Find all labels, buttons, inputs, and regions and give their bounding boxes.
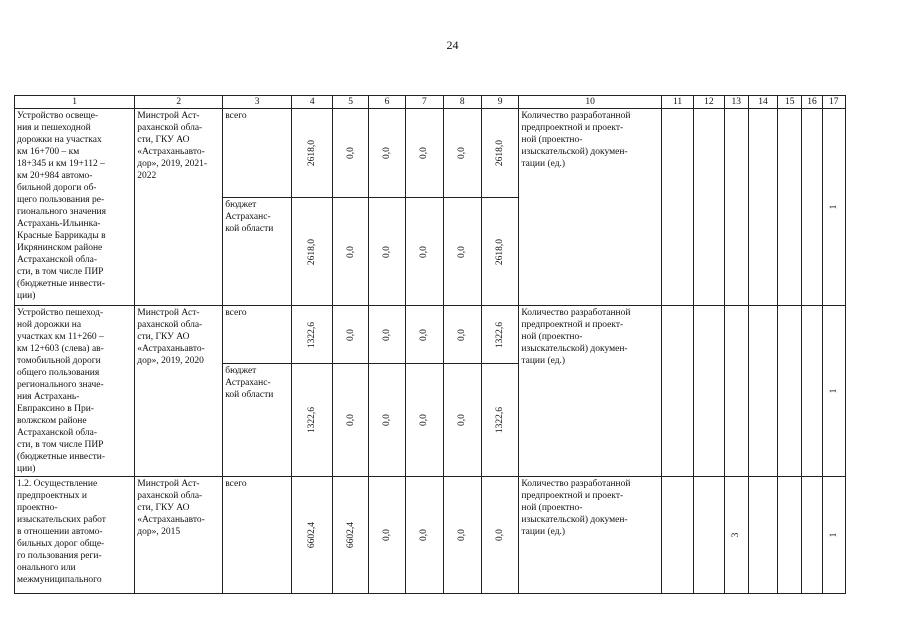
table-row (15, 109, 846, 198)
header-row (15, 96, 846, 109)
empty-cell (694, 477, 724, 594)
value-cell: 1 (822, 306, 845, 477)
value-cell: 1322,6 (481, 364, 518, 477)
value-cell (724, 109, 748, 306)
col-header: 13 (724, 96, 748, 109)
col-header: 12 (694, 96, 724, 109)
value-cell: 1322,6 (291, 364, 332, 477)
empty-cell (694, 109, 724, 306)
funding-source: бюджет Астраханс- кой области (223, 198, 292, 306)
col-header: 3 (223, 96, 292, 109)
funding-source: всего (223, 306, 292, 364)
col-header: 5 (333, 96, 368, 109)
empty-cell (778, 109, 802, 306)
col-header: 9 (481, 96, 518, 109)
value-cell: 0,0 (406, 109, 443, 198)
value-cell: 0,0 (368, 364, 405, 477)
empty-cell (802, 109, 822, 306)
funding-source: всего (223, 477, 292, 594)
value-cell: 0,0 (443, 477, 481, 594)
empty-cell (802, 306, 822, 477)
col-header: 8 (443, 96, 481, 109)
empty-cell (661, 477, 693, 594)
measure-name: Устройство освеще- ния и пешеходной дорожки на участках км 16+700 – км 18+345 и км 19+112 – км 20+984 автомо- бильной дороги об- щего пользования ре- гионального значения Астрахань-Ильинка- Красные Баррикады в Икрянинском районе Астраханской обла- сти, в том числе ПИР (бюджетные инвести- ции) (15, 109, 135, 306)
value-cell: 0,0 (406, 477, 443, 594)
indicator: Количество разработанной предпроектной и проект- ной (проектно- изыскательской) докумен- тации (ед.) (519, 306, 662, 477)
empty-cell (661, 109, 693, 306)
value-cell: 0,0 (481, 477, 518, 594)
empty-cell (778, 477, 802, 594)
value-cell: 0,0 (333, 198, 368, 306)
empty-cell (748, 477, 777, 594)
value-cell: 0,0 (406, 198, 443, 306)
value-cell: 1322,6 (291, 306, 332, 364)
value-cell: 1322,6 (481, 306, 518, 364)
value-cell: 0,0 (443, 306, 481, 364)
empty-cell (748, 109, 777, 306)
col-header: 16 (802, 96, 822, 109)
value-cell: 3 (724, 477, 748, 594)
empty-cell (661, 306, 693, 477)
table-row (15, 306, 846, 364)
value-cell: 6602,4 (291, 477, 332, 594)
funding-source: всего (223, 109, 292, 198)
value-cell: 6602,4 (333, 477, 368, 594)
col-header: 7 (406, 96, 443, 109)
table-row (15, 477, 846, 594)
indicator: Количество разработанной предпроектной и проект- ной (проектно- изыскательской) докумен- тации (ед.) (519, 477, 662, 594)
value-cell: 0,0 (333, 364, 368, 477)
value-cell: 0,0 (443, 364, 481, 477)
value-cell: 0,0 (368, 477, 405, 594)
col-header: 10 (519, 96, 662, 109)
value-cell: 0,0 (406, 306, 443, 364)
page-number: 24 (446, 38, 459, 52)
value-cell: 1 (822, 477, 845, 594)
value-cell: 0,0 (333, 109, 368, 198)
value-cell: 0,0 (443, 198, 481, 306)
col-header: 17 (822, 96, 845, 109)
executor: Минстрой Аст- раханской обла- сти, ГКУ АО «Астраханьавто- дор», 2019, 2021- 2022 (135, 109, 223, 306)
executor: Минстрой Аст- раханской обла- сти, ГКУ АО «Астраханьавто- дор», 2015 (135, 477, 223, 594)
empty-cell (802, 477, 822, 594)
measure-name: 1.2. Осуществление предпроектных и проектно- изыскательских работ в отношении автомо- бильных дорог обще- го пользования реги- онального или межмуниципального (15, 477, 135, 594)
col-header: 14 (748, 96, 777, 109)
value-cell: 1 (822, 109, 845, 306)
col-header: 1 (15, 96, 135, 109)
funding-source: бюджет Астраханс- кой области (223, 364, 292, 477)
indicator: Количество разработанной предпроектной и проект- ной (проектно- изыскательской) докумен- тации (ед.) (519, 109, 662, 306)
value-cell: 0,0 (368, 306, 405, 364)
value-cell: 0,0 (368, 109, 405, 198)
col-header: 6 (368, 96, 405, 109)
value-cell: 0,0 (333, 306, 368, 364)
measure-name: Устройство пешеход- ной дорожки на участках км 11+260 – км 12+603 (слева) ав- томобильной дороги общего пользования регионального значе- ния Астрахань- Евпраксино в При- волжском районе Астраханской обла- сти, в том числе ПИР (бюджетные инвести- ции) (15, 306, 135, 477)
value-cell (724, 306, 748, 477)
col-header: 15 (778, 96, 802, 109)
value-cell: 2618,0 (291, 198, 332, 306)
empty-cell (694, 306, 724, 477)
value-cell: 2618,0 (291, 109, 332, 198)
empty-cell (778, 306, 802, 477)
value-cell: 2618,0 (481, 198, 518, 306)
program-table (14, 95, 846, 594)
value-cell: 2618,0 (481, 109, 518, 198)
empty-cell (748, 306, 777, 477)
executor: Минстрой Аст- раханской обла- сти, ГКУ АО «Астраханьавто- дор», 2019, 2020 (135, 306, 223, 477)
col-header: 2 (135, 96, 223, 109)
col-header: 4 (291, 96, 332, 109)
value-cell: 0,0 (443, 109, 481, 198)
value-cell: 0,0 (406, 364, 443, 477)
col-header: 11 (661, 96, 693, 109)
value-cell: 0,0 (368, 198, 405, 306)
